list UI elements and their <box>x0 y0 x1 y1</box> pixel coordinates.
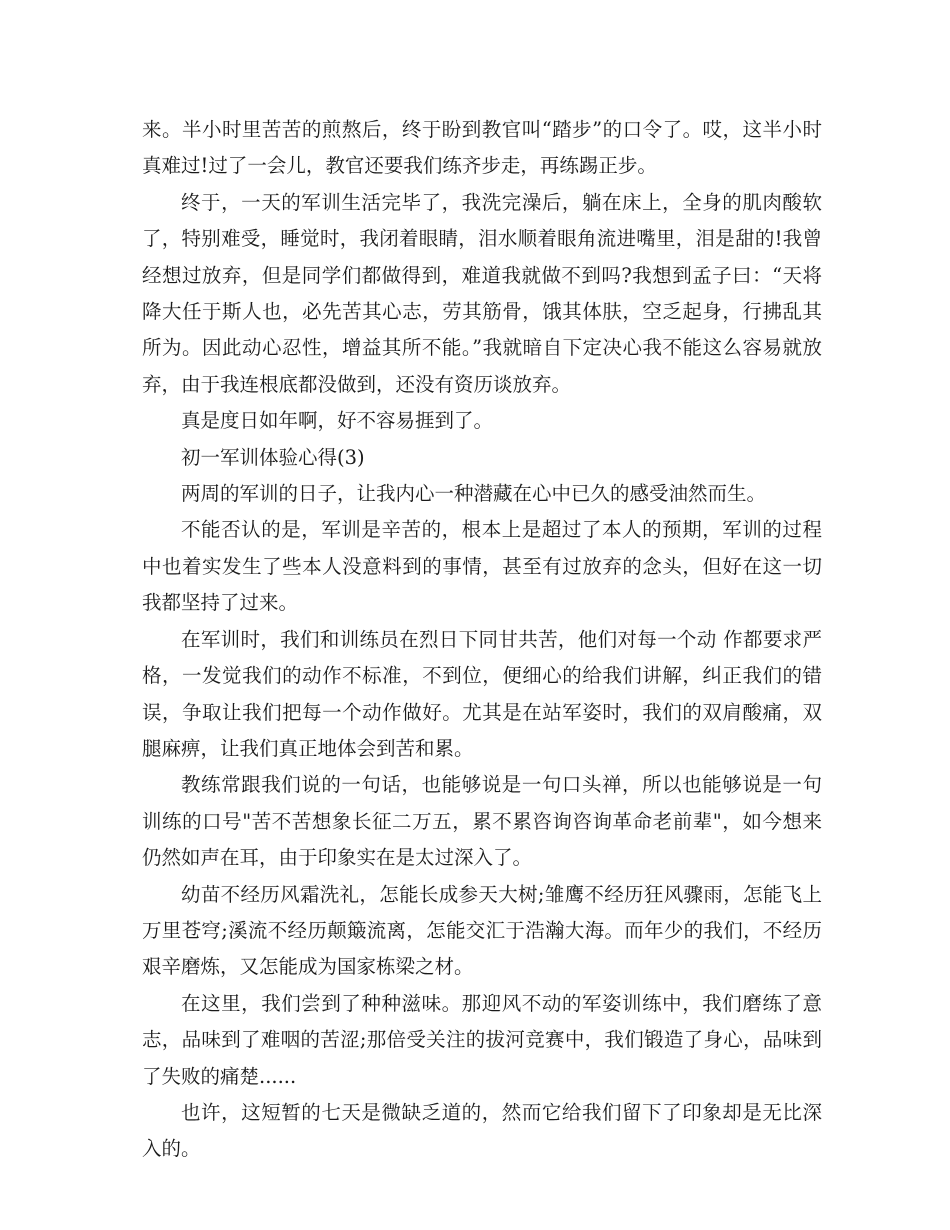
paragraph: 不能否认的是，军训是辛苦的，根本上是超过了本人的预期，军训的过程中也着实发生了些本人没意料到的事情，甚至有过放弃的念头，但好在这一切我都坚持了过来。 <box>142 518 822 615</box>
paragraph: 真是度日如年啊，好不容易捱到了。 <box>181 409 494 433</box>
document-body <box>142 112 822 1168</box>
paragraph: 在这里，我们尝到了种种滋味。那迎风不动的军姿训练中，我们磨练了意志，品味到了难咽的苦涩;那倍受关注的拔河竞赛中，我们锻造了身心，品味到了失败的痛楚...... <box>142 991 822 1088</box>
paragraph: 来。半小时里苦苦的煎熬后，终于盼到教官叫“踏步”的口令了。哎，这半小时真难过!过了一会儿，教官还要我们练齐步走，再练踢正步。 <box>142 118 822 178</box>
paragraph: 在军训时，我们和训练员在烈日下同甘共苦，他们对每一个动 作都要求严格，一发觉我们的动作不标准，不到位，便细心的给我们讲解，纠正我们的错误，争取让我们把每一个动作做好。尤其是在站军姿时，我们的双肩酸痛，双腿麻痹，让我们真正地体会到苦和累。 <box>142 627 822 760</box>
paragraph: 教练常跟我们说的一句话，也能够说是一句口头禅，所以也能够说是一句训练的口号"苦不苦想象长征二万五，累不累咨询咨询革命老前辈"，如今想来仍然如声在耳，由于印象实在是太过深入了。 <box>142 773 822 870</box>
paragraph: 幼苗不经历风霜洗礼，怎能长成参天大树;雏鹰不经历狂风骤雨，怎能飞上万里苍穹;溪流不经历颠簸流离，怎能交汇于浩瀚大海。而年少的我们，不经历艰辛磨炼，又怎能成为国家栋梁之材。 <box>142 882 822 979</box>
paragraph: 终于，一天的军训生活完毕了，我洗完澡后，躺在床上，全身的肌肉酸软了，特别难受，睡觉时，我闭着眼睛，泪水顺着眼角流进嘴里，泪是甜的!我曾经想过放弃，但是同学们都做得到，难道我就做不到吗?我想到孟子曰：“天将降大任于斯人也，必先苦其心志，劳其筋骨，饿其体肤，空乏起身，行拂乱其所为。因此动心忍性，增益其所不能。”我就暗自下定决心我不能这么容易就放弃，由于我连根底都没做到，还没有资历谈放弃。 <box>142 190 822 396</box>
paragraph: 也许，这短暂的七天是微缺乏道的，然而它给我们留下了印象却是无比深入的。 <box>142 1100 822 1161</box>
section-heading: 初一军训体验心得(3) <box>181 445 365 469</box>
paragraph: 两周的军训的日子，让我内心一种潜藏在心中已久的感受油然而生。 <box>181 482 767 506</box>
